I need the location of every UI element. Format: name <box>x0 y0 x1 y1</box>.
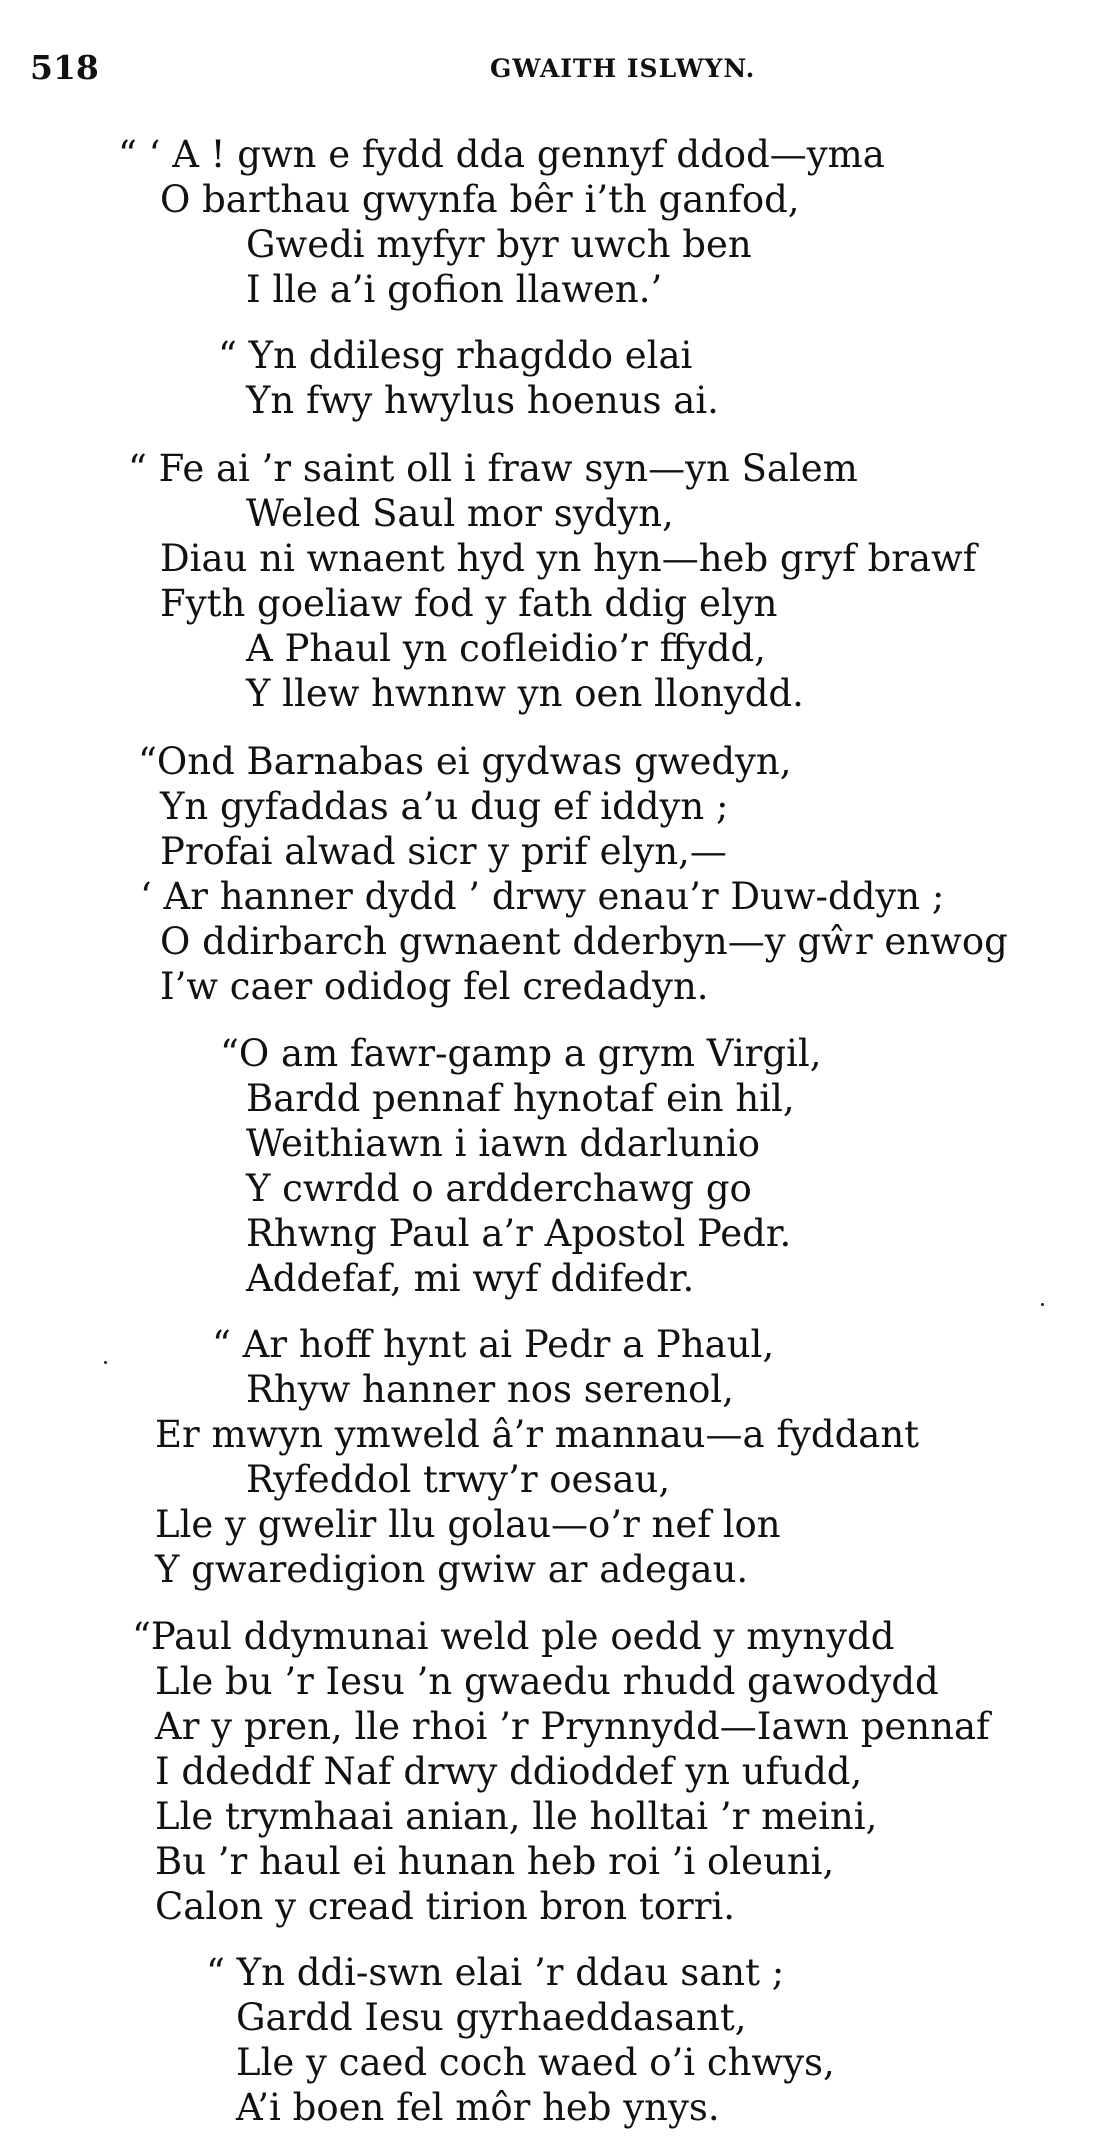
verse-line: Lle trymhaai anian, lle holltai ’r meini, <box>155 1795 878 1838</box>
verse-line: Rhwng Paul a’r Apostol Pedr. <box>246 1212 792 1255</box>
verse-line: Lle y gwelir llu golau—o’r nef lon <box>155 1503 781 1546</box>
verse-line: Addefaf, mi wyf ddifedr. <box>246 1257 695 1300</box>
verse-line: “ Fe ai ’r saint oll i fraw syn—yn Salem <box>128 447 858 490</box>
verse-line: O ddirbarch gwnaent dderbyn—y gŵr enwog <box>160 920 1008 963</box>
verse-line: Yn gyfaddas a’u dug ef iddyn ; <box>160 785 729 828</box>
verse-line: Y cwrdd o ardderchawg go <box>246 1167 752 1210</box>
verse-line: Yn fwy hwylus hoenus ai. <box>246 379 719 422</box>
verse-line: Er mwyn ymweld â’r mannau—a fyddant <box>155 1413 920 1456</box>
verse-line: Lle bu ’r Iesu ’n gwaedu rhudd gawodydd <box>155 1660 939 1703</box>
verse-line: I lle a’i gofion llawen.’ <box>246 268 663 311</box>
page-number: 518 <box>30 48 99 87</box>
verse-line: ‘ Ar hanner dydd ’ drwy enau’r Duw-ddyn ; <box>140 875 945 918</box>
verse-line: Diau ni wnaent hyd yn hyn—heb gryf brawf <box>160 537 977 580</box>
verse-line: I ddeddf Naf drwy ddioddef yn ufudd, <box>155 1750 863 1793</box>
verse-line: A’i boen fel môr heb ynys. <box>236 2086 720 2129</box>
verse-line: Y llew hwnnw yn oen llonydd. <box>246 672 804 715</box>
verse-line: “ Yn ddilesg rhagddo elai <box>218 334 693 377</box>
verse-line: Bu ’r haul ei hunan heb roi ’i oleuni, <box>155 1840 835 1883</box>
verse-line: Rhyw hanner nos serenol, <box>246 1368 734 1411</box>
verse-line: Gardd Iesu gyrhaeddasant, <box>236 1996 747 2039</box>
verse-line: “ Ar hoff hynt ai Pedr a Phaul, <box>212 1323 775 1366</box>
verse-line: Lle y caed coch waed o’i chwys, <box>236 2041 835 2084</box>
verse-line: A Phaul yn cofleidio’r ffydd, <box>246 627 766 670</box>
verse-line: Bardd pennaf hynotaf ein hil, <box>246 1077 795 1120</box>
verse-line: Calon y cread tirion bron torri. <box>155 1885 735 1928</box>
verse-line: Weithiawn i iawn ddarlunio <box>246 1122 761 1165</box>
verse-line: “ Yn ddi-swn elai ’r ddau sant ; <box>206 1951 785 1994</box>
verse-line: “O am fawr-gamp a grym Virgil, <box>220 1032 822 1075</box>
verse-line: Weled Saul mor sydyn, <box>246 492 674 535</box>
verse-line: “ ‘ A ! gwn e fydd dda gennyf ddod—yma <box>118 133 885 176</box>
print-speck <box>104 1361 107 1364</box>
verse-line: Ar y pren, lle rhoi ’r Prynnydd—Iawn pennaf <box>155 1705 990 1748</box>
verse-line: Y gwaredigion gwiw ar adegau. <box>155 1548 749 1591</box>
verse-line: Ryfeddol trwy’r oesau, <box>246 1458 671 1501</box>
verse-line: O barthau gwynfa bêr i’th ganfod, <box>160 178 800 221</box>
verse-line: Profai alwad sicr y prif elyn,— <box>160 830 727 873</box>
verse-line: “Paul ddymunai weld ple oedd y mynydd <box>132 1615 895 1658</box>
running-title: GWAITH ISLWYN. <box>490 54 756 83</box>
verse-line: Fyth goeliaw fod y fath ddig elyn <box>160 582 778 625</box>
verse-line: Gwedi myfyr byr uwch ben <box>246 223 752 266</box>
verse-line: I’w caer odidog fel credadyn. <box>160 965 709 1008</box>
verse-line: “Ond Barnabas ei gydwas gwedyn, <box>138 740 792 783</box>
print-speck <box>1041 1303 1044 1306</box>
